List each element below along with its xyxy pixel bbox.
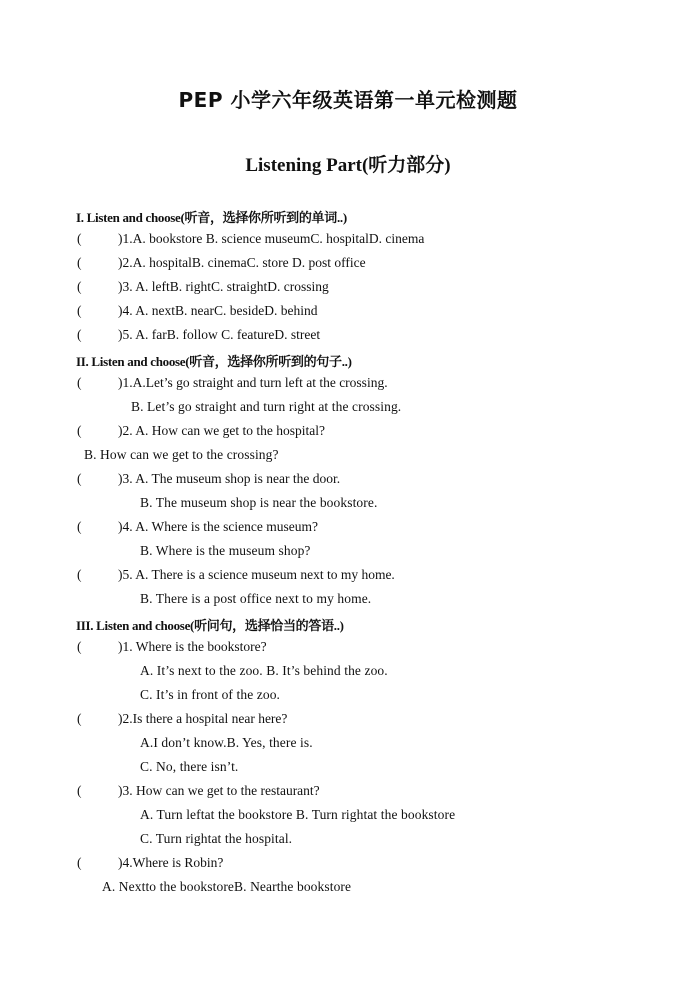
question-text: )5. A. farB. follow C. featureD. street [118,327,321,342]
question-text: )4. A. nextB. nearC. besideD. behind [118,303,318,318]
answer-paren: ( [77,231,82,246]
answer-paren: ( [77,519,82,534]
answer-paren: ( [77,567,82,582]
option-line: A.I don’t know.B. Yes, there is. [140,735,313,750]
page-subtitle: Listening Part(听力部分) [245,155,451,176]
question-text: )4. A. Where is the science museum? [118,519,318,534]
answer-paren: ( [77,711,82,726]
section-2-heading: II. Listen and choose(听音，选择你所听到的句子..) [76,354,352,369]
answer-paren: ( [77,255,82,270]
question-text: )3. A. leftB. rightC. straightD. crossing [118,279,329,294]
option-line: B. How can we get to the crossing? [84,447,279,462]
answer-paren: ( [77,855,82,870]
option-line: B. There is a post office next to my home. [140,591,372,606]
question-text: )1. Where is the bookstore? [118,639,267,654]
option-line: C. No, there isn’t. [140,759,239,774]
option-line: C. Turn rightat the hospital. [140,831,293,846]
question-text: )2.Is there a hospital near here? [118,711,288,726]
question-text: )1.A. bookstore B. science museumC. hospitalD. cinema [118,231,425,246]
question-text: )1.A.Let’s go straight and turn left at the crossing. [118,375,388,390]
answer-paren: ( [77,279,82,294]
question-text: )2.A. hospitalB. cinemaC. store D. post office [118,255,366,270]
option-line: B. Where is the museum shop? [140,543,311,558]
question-text: )3. A. The museum shop is near the door. [118,471,341,486]
option-line: A. Nextto the bookstoreB. Nearthe bookstore [102,879,352,894]
question-text: )3. How can we get to the restaurant? [118,783,320,798]
answer-paren: ( [77,783,82,798]
option-line: C. It’s in front of the zoo. [140,687,281,702]
section-3-heading: III. Listen and choose(听问句，选择恰当的答语..) [76,618,344,633]
answer-paren: ( [77,375,82,390]
option-line: A. It’s next to the zoo. B. It’s behind the zoo. [140,663,388,678]
page-title: PEP 小学六年级英语第一单元检测题 [178,88,518,112]
answer-paren: ( [77,471,82,486]
answer-paren: ( [77,639,82,654]
answer-paren: ( [77,303,82,318]
question-text: )2. A. How can we get to the hospital? [118,423,325,438]
question-text: )5. A. There is a science museum next to my home. [118,567,395,582]
answer-paren: ( [77,327,82,342]
option-line: B. Let’s go straight and turn right at the crossing. [131,399,402,414]
question-text: )4.Where is Robin? [118,855,224,870]
answer-paren: ( [77,423,82,438]
option-line: B. The museum shop is near the bookstore. [140,495,378,510]
option-line: A. Turn leftat the bookstore B. Turn rightat the bookstore [140,807,456,822]
section-1-heading: I. Listen and choose(听音，选择你所听到的单词..) [76,210,347,225]
